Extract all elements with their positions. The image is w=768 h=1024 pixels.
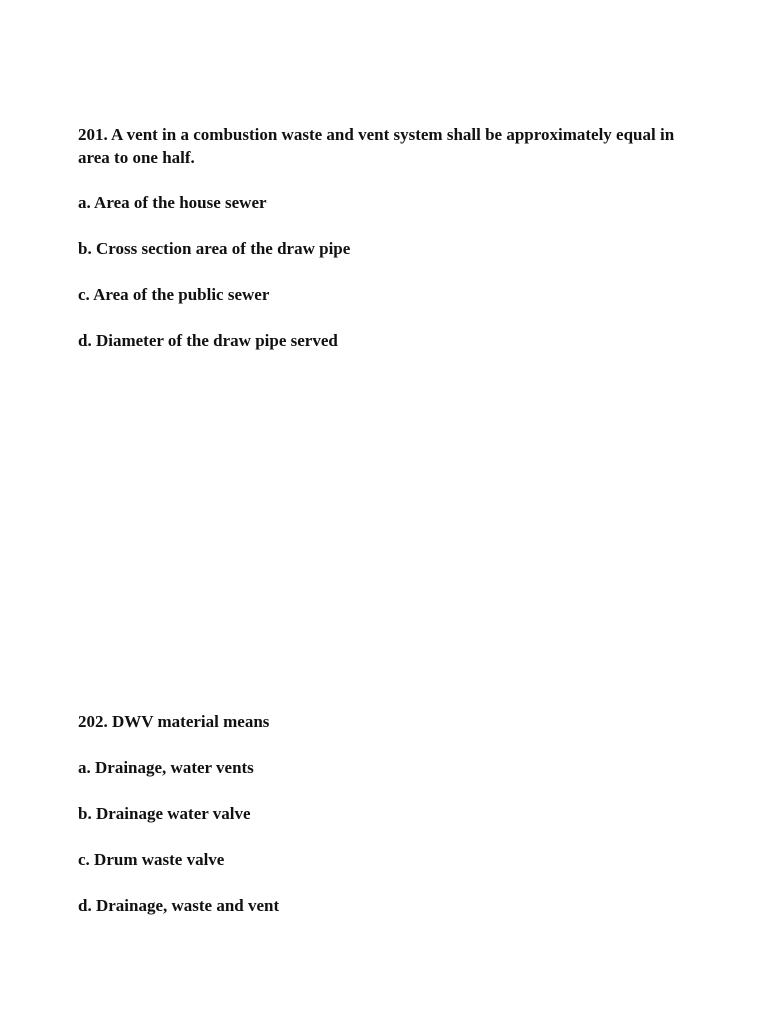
option-c: c. Drum waste valve <box>78 850 225 869</box>
question-202 <box>78 710 698 940</box>
question-stem: 201. A vent in a combustion waste and vent system shall be approximately equal in area to one half. <box>78 125 675 167</box>
option-a: a. Area of the house sewer <box>78 193 267 212</box>
option-c: c. Area of the public sewer <box>78 285 270 304</box>
option-b: b. Cross section area of the draw pipe <box>78 239 351 258</box>
question-201 <box>78 123 698 375</box>
option-a: a. Drainage, water vents <box>78 758 254 777</box>
option-d: d. Drainage, waste and vent <box>78 896 280 915</box>
option-d: d. Diameter of the draw pipe served <box>78 331 338 350</box>
option-b: b. Drainage water valve <box>78 804 251 823</box>
question-stem: 202. DWV material means <box>78 712 270 731</box>
